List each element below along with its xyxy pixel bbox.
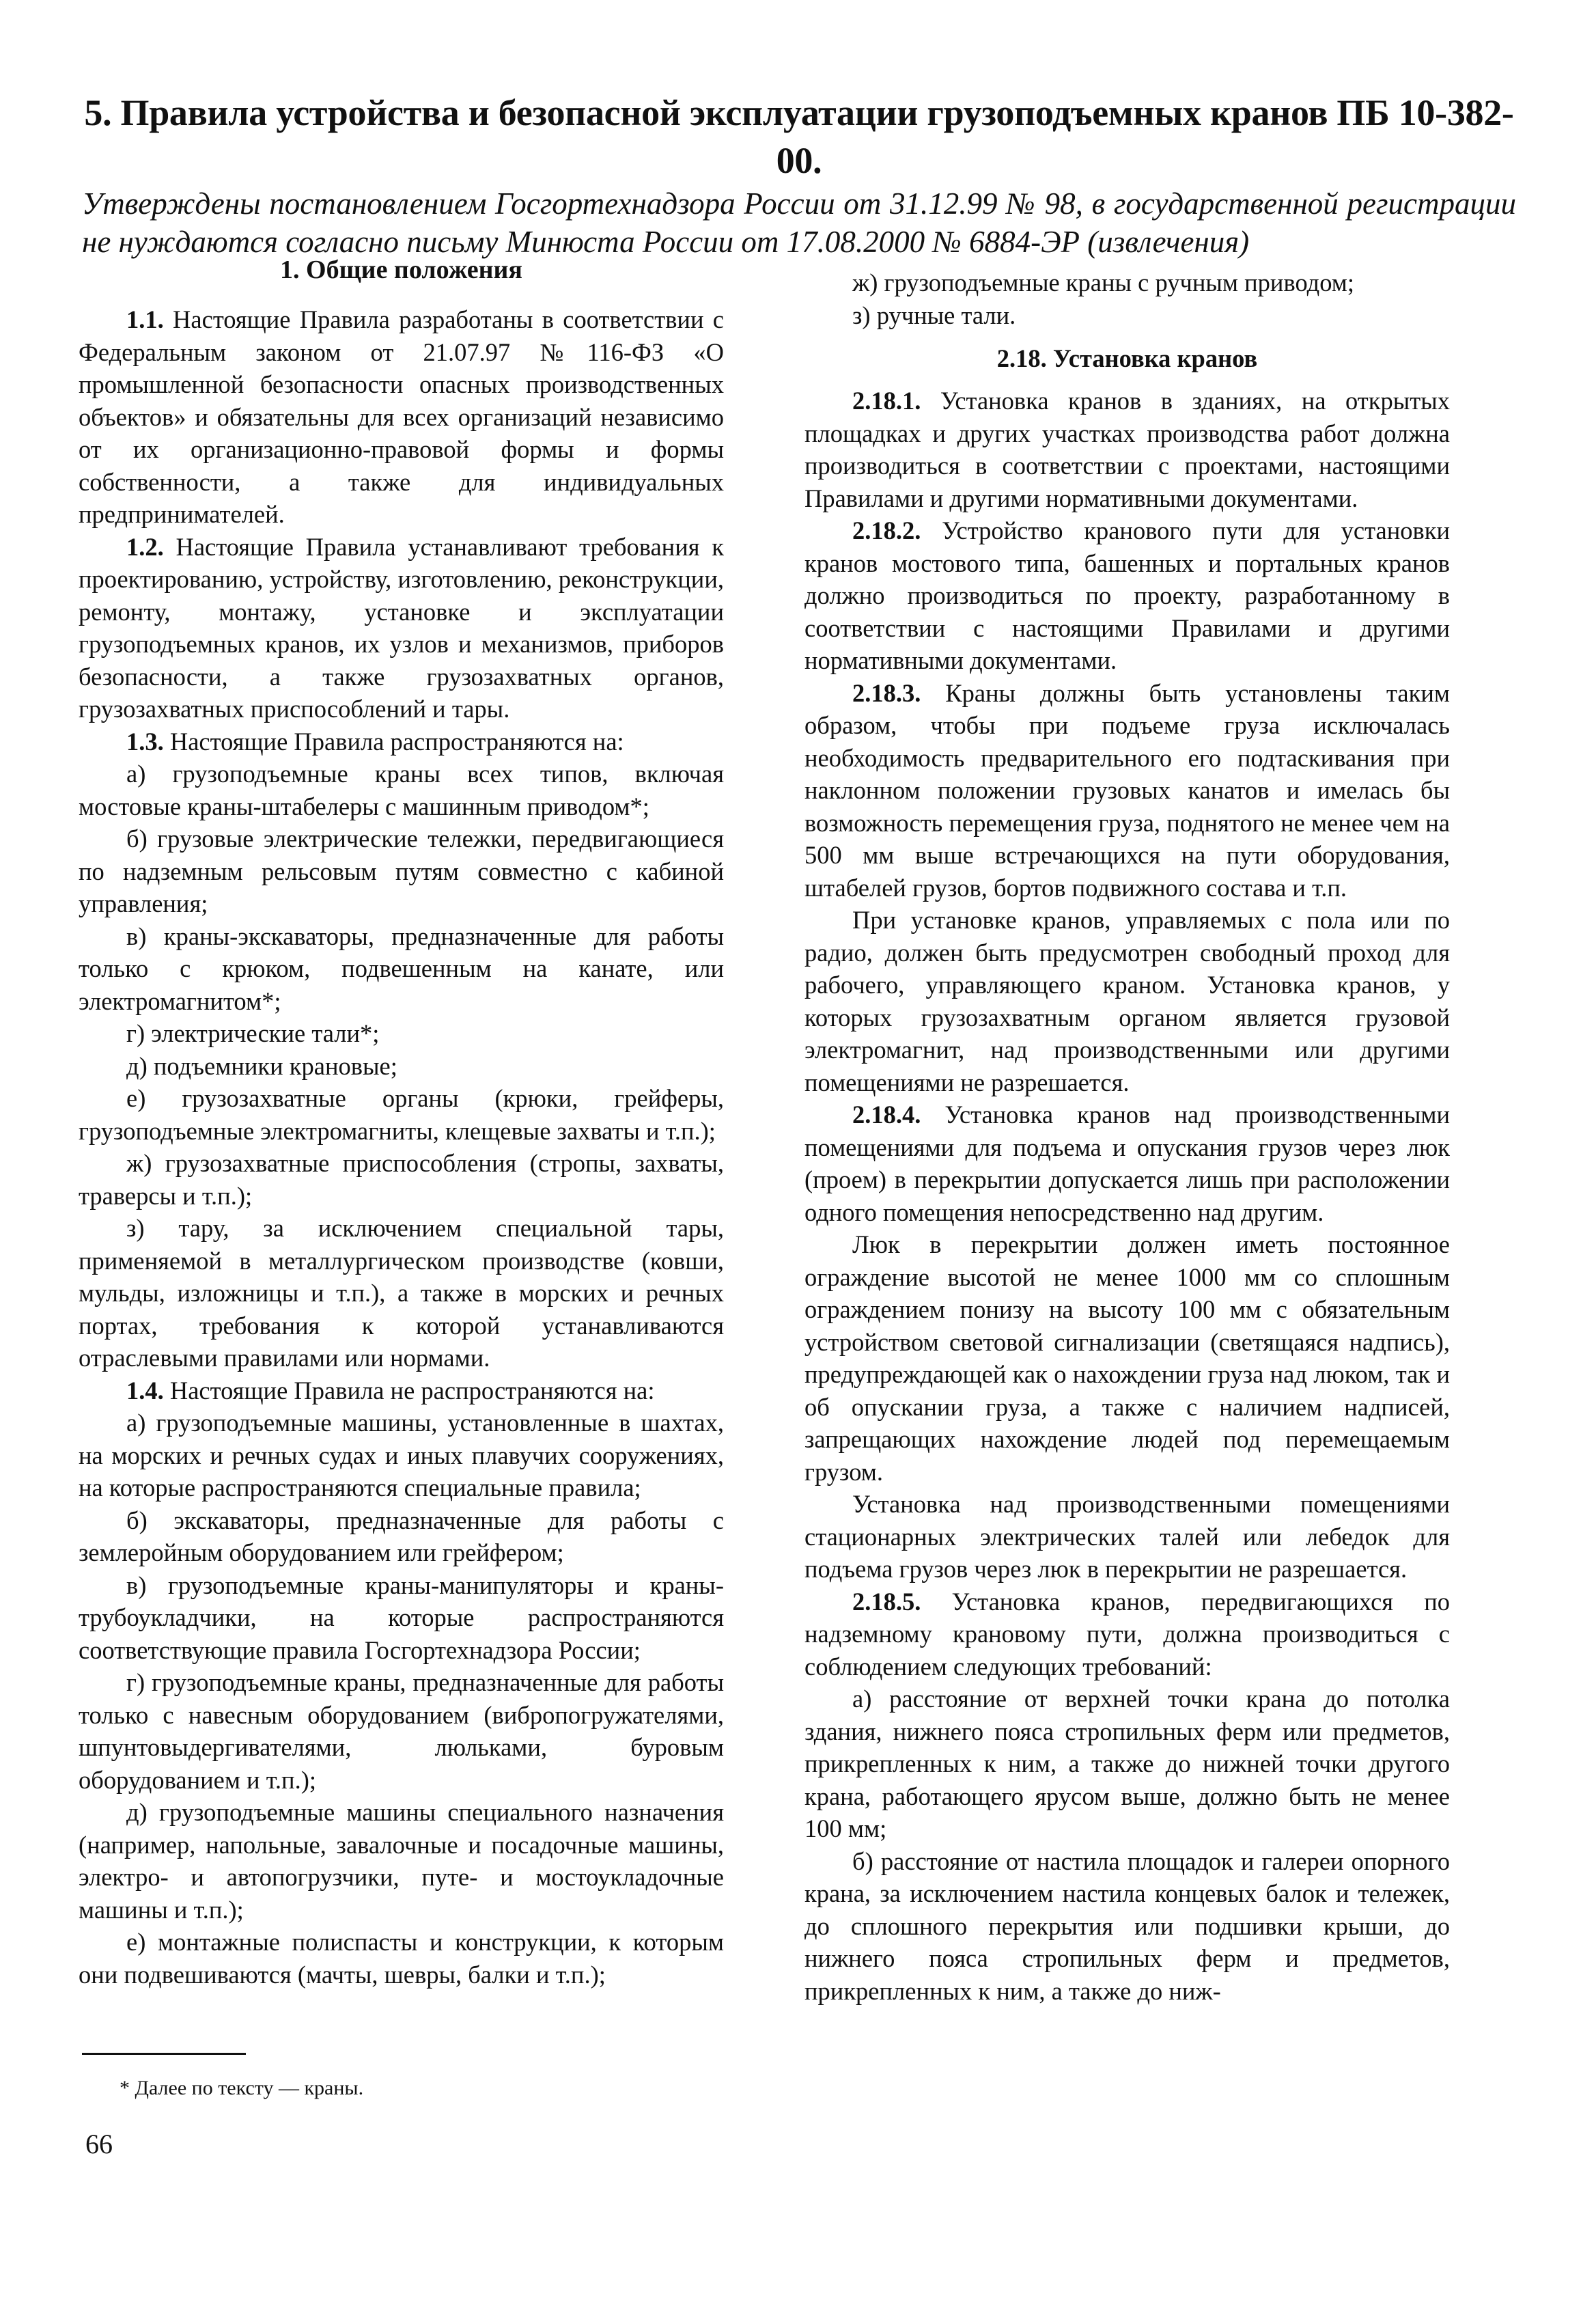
- paragraph-text: ж) грузоподъемные краны с ручным приводом;: [852, 268, 1355, 296]
- paragraph-text: б) грузовые электрические тележки, передвигающиеся по надземным рельсовым путям совместно с кабиной управления;: [79, 825, 724, 917]
- clause-number: 2.18.5.: [852, 1587, 921, 1616]
- paragraph: [79, 1374, 724, 1407]
- paragraph: [804, 904, 1450, 1098]
- right-paragraphs: [804, 385, 1450, 2007]
- paragraph: [79, 1050, 724, 1083]
- paragraph-text: в) краны-экскаваторы, предназначенные для работы только с крюком, подвешенным на канате, или электромагнитом*;: [79, 922, 724, 1015]
- paragraph-text: г) грузоподъемные краны, предназначенные для работы только с навесным оборудованием (вибропогружателями, шпунтовыдергивателями, люльками, буровым оборудованием и т.п.);: [79, 1668, 724, 1794]
- clause-number: 1.1.: [126, 305, 164, 333]
- paragraph: [804, 1845, 1450, 2008]
- right-column: [804, 266, 1450, 2007]
- paragraph-text: б) расстояние от настила площадок и галереи опорного крана, за исключением настила концевых балок и тележек, до сплошного перекрытия или подшивки крыши, до нижнего пояса стропильных ферм и предметов, прикрепленных к ним, а также до ниж-: [804, 1846, 1450, 2005]
- document-title: 5. Правила устройства и безопасной эксплуатации грузоподъемных кранов ПБ 10-382-00.: [84, 92, 1514, 181]
- paragraph-text: Установка кранов над производственными помещениями для подъема и опускания грузов через люк (проем) в перекрытии допускается лишь при расположении одного помещения непосредственно над другим.: [804, 1101, 1450, 1226]
- paragraph-text: Установка над производственными помещениями стационарных электрических талей или лебедок для подъема грузов через люк в перекрытии не разрешается.: [804, 1490, 1450, 1583]
- document-header: [82, 89, 1516, 261]
- paragraph: [79, 1504, 724, 1569]
- footnote-divider: [82, 2053, 246, 2055]
- paragraph-text: Люк в перекрытии должен иметь постоянное ограждение высотой не менее 1000 мм со сплошным ограждением понизу на высоту 100 мм с обязательным устройством световой сигнализации (светящаяся надпись), предупреждающей как о нахождении груза над люком, так и об опускании груза, а также с наличием надписей, запрещающих нахождение людей под перемещаемым грузом.: [804, 1230, 1450, 1486]
- footnote: * Далее по тексту — краны.: [120, 2077, 364, 2099]
- paragraph: [79, 1926, 724, 1991]
- clause-number: 2.18.2.: [852, 516, 921, 544]
- paragraph: [79, 1147, 724, 1212]
- paragraph: [804, 1228, 1450, 1488]
- paragraph-text: з) ручные тали.: [852, 301, 1016, 329]
- section-heading: 1. Общие положения: [280, 255, 522, 284]
- paragraph: [804, 677, 1450, 904]
- right-top-paragraphs: [804, 266, 1450, 331]
- paragraph-text: Установка кранов, передвигающихся по надземному крановому пути, должна производиться с соблюдением следующих требований:: [804, 1587, 1450, 1680]
- paragraph-text: Устройство кранового пути для установки кранов мостового типа, башенных и портальных кранов должно производиться по проекту, разработанному в соответствии с настоящими Правилами и другими нормативными документами.: [804, 516, 1450, 674]
- paragraph: [79, 725, 724, 758]
- clause-number: 2.18.4.: [852, 1101, 921, 1129]
- paragraph: [79, 758, 724, 822]
- paragraph: [79, 1796, 724, 1926]
- paragraph: [804, 385, 1450, 514]
- paragraph: [804, 1586, 1450, 1683]
- paragraph: [79, 531, 724, 725]
- document-subtitle: Утверждены постановлением Госгортехнадзора России от 31.12.99 № 98, в государственной регистрации не нуждаются согласно письму Минюста России от 17.08.2000 № 6884-ЭР (извлечения): [82, 186, 1516, 259]
- paragraph: [804, 1098, 1450, 1228]
- paragraph-text: Настоящие Правила разработаны в соответствии с Федеральным законом от 21.07.97 №116-ФЗ «О промышленной безопасности опасных производственных объектов» и обязательны для всех организаций независимо от их организационно-правовой формы и формы собственности, а также для индивидуальных предпринимателей.: [79, 305, 724, 528]
- paragraph: [79, 1212, 724, 1374]
- paragraph: [804, 1683, 1450, 1845]
- paragraph: [804, 514, 1450, 677]
- paragraph: [79, 1569, 724, 1667]
- paragraph-text: Установка кранов в зданиях, на открытых площадках и других участках производства работ должна производиться в соответствии с проектами, настоящими Правилами и другими нормативными документами.: [804, 387, 1450, 512]
- paragraph-text: Настоящие Правила устанавливают требования к проектированию, устройству, изготовлению, реконструкции, ремонту, монтажу, установке и эксплуатации грузоподъемных кранов, их узлов и механизмов, приборов безопасности, а также грузозахватных органов, грузозахватных приспособлений и тары.: [79, 532, 724, 723]
- paragraph: [79, 1407, 724, 1504]
- paragraph: [804, 299, 1450, 332]
- left-paragraphs: [79, 303, 724, 1991]
- paragraph: [79, 1666, 724, 1796]
- clause-number: 1.4.: [126, 1376, 164, 1405]
- left-column: [79, 253, 724, 1991]
- paragraph-text: г) электрические тали*;: [126, 1019, 380, 1047]
- paragraph-text: При установке кранов, управляемых с пола или по радио, должен быть предусмотрен свободный проход для рабочего, управляющего краном. Установка кранов, у которых грузозахватным органом является грузовой электромагнит, над производственными или другими помещениями не разрешается.: [804, 906, 1450, 1096]
- paragraph: [79, 1082, 724, 1147]
- paragraph-text: е) грузозахватные органы (крюки, грейферы, грузоподъемные электромагниты, клещевые захваты и т.п.);: [79, 1084, 724, 1145]
- paragraph: [804, 266, 1450, 299]
- clause-number: 2.18.3.: [852, 678, 921, 707]
- paragraph: [79, 303, 724, 531]
- paragraph-text: Настоящие Правила распространяются на:: [163, 727, 624, 756]
- paragraph-text: в) грузоподъемные краны-манипуляторы и краны-трубоукладчики, на которые распространяются соответствующие правила Госгортехнадзора России;: [79, 1571, 724, 1664]
- paragraph-text: е) монтажные полиспасты и конструкции, к которым они подвешиваются (мачты, шевры, балки и т.п.);: [79, 1928, 724, 1989]
- clause-number: 1.3.: [126, 727, 164, 756]
- paragraph-text: Краны должны быть установлены таким образом, чтобы при подъеме груза исключалась необходимость предварительного его подтаскивания при наклонном положении грузовых канатов и имелась бы возможность перемещения груза, поднятого не менее чем на 500 мм выше встречающихся на пути оборудования, штабелей грузов, бортов подвижного состава и т.п.: [804, 678, 1450, 902]
- paragraph-text: д) подъемники крановые;: [126, 1051, 397, 1080]
- paragraph-text: а) грузоподъемные краны всех типов, включая мостовые краны-штабелеры с машинным приводом*;: [79, 760, 724, 820]
- paragraph-text: б) экскаваторы, предназначенные для работы с землеройным оборудованием или грейфером;: [79, 1506, 724, 1566]
- clause-number: 1.2.: [126, 532, 164, 561]
- page-number: 66: [85, 2129, 113, 2159]
- paragraph: [79, 822, 724, 920]
- paragraph: [79, 920, 724, 1018]
- paragraph-text: а) грузоподъемные машины, установленные в шахтах, на морских и речных судах и иных плавучих сооружениях, на которые распространяются специальные правила;: [79, 1409, 724, 1502]
- paragraph: [804, 1488, 1450, 1586]
- paragraph-text: д) грузоподъемные машины специального назначения (например, напольные, завалочные и посадочные машины, электро- и автопогрузчики, путе- и мостоукладочные машины и т.п.);: [79, 1798, 724, 1924]
- paragraph-text: з) тару, за исключением специальной тары, применяемой в металлургическом производстве (ковши, мульды, изложницы и т.п.), а также в морских и речных портах, требования к которой устанавливаются отраслевыми правилами или нормами.: [79, 1214, 724, 1372]
- subsection-heading: 2.18. Установка кранов: [996, 344, 1258, 372]
- paragraph-text: а) расстояние от верхней точки крана до потолка здания, нижнего пояса стропильных ферм или предметов, прикрепленных к ним, а также до нижней точки другого крана, работающего ярусом выше, должно быть не менее 100 мм;: [804, 1685, 1450, 1842]
- clause-number: 2.18.1.: [852, 387, 921, 415]
- paragraph-text: Настоящие Правила не распространяются на:: [163, 1376, 655, 1405]
- paragraph-text: ж) грузозахватные приспособления (стропы, захваты, траверсы и т.п.);: [79, 1149, 724, 1210]
- paragraph: [79, 1017, 724, 1050]
